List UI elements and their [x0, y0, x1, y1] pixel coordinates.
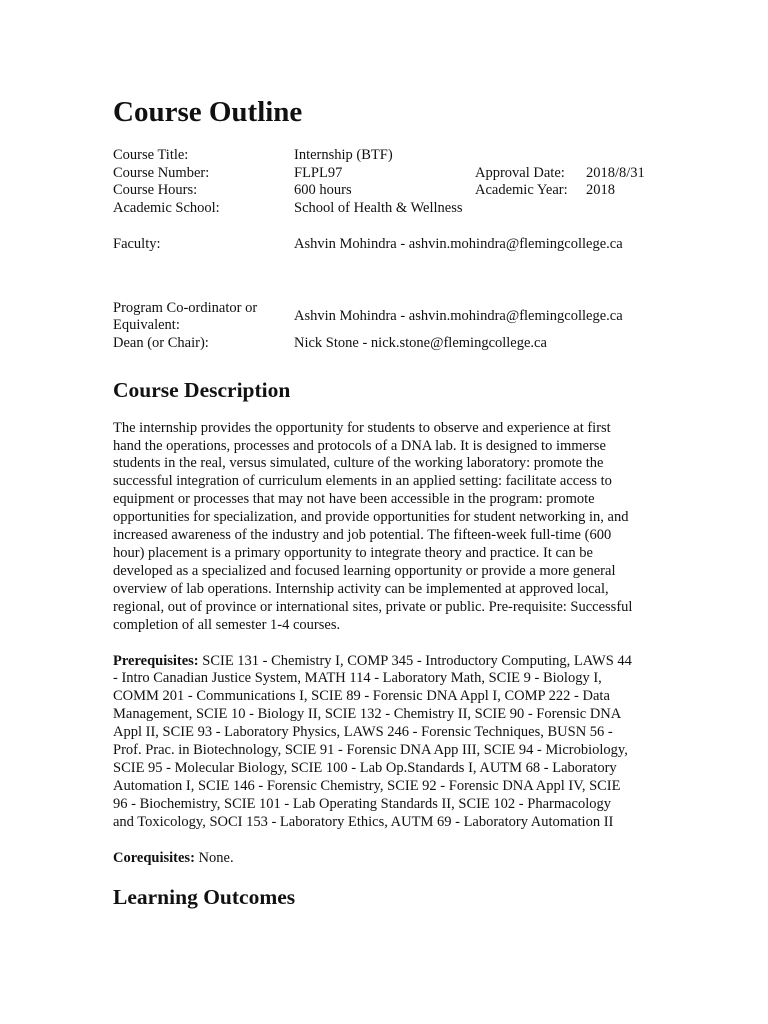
course-number-value: FLPL97 [294, 164, 343, 181]
prerequisites-line: Automation I, SCIE 146 - Forensic Chemistry, SCIE 92 - Forensic DNA Appl IV, SCIE [113, 777, 621, 794]
description-line: hand the operations, processes and protocols of a DNA lab. It is designed to immerse [113, 437, 606, 454]
prerequisites-paragraph [113, 653, 658, 832]
description-line: overview of lab operations. Internship activity can be implemented at approved local, [113, 580, 609, 597]
course-description-text [113, 420, 658, 635]
dean-value: Nick Stone - nick.stone@flemingcollege.ca [294, 334, 547, 351]
academic-year-label: Academic Year: [475, 182, 568, 199]
prerequisites-line: SCIE 131 - Chemistry I, COMP 345 - Introductory Computing, LAWS 44 [198, 652, 632, 669]
dean-label: Dean (or Chair): [113, 334, 209, 351]
prerequisites-line: - Intro Canadian Justice System, MATH 114 - Laboratory Math, SCIE 9 - Biology I, [113, 670, 602, 687]
prerequisites-line: Management, SCIE 10 - Biology II, SCIE 132 - Chemistry II, SCIE 90 - Forensic DNA [113, 706, 622, 723]
coordinator-label-line1: Program Co-ordinator or [113, 299, 258, 316]
course-meta-table [113, 147, 658, 353]
faculty-label: Faculty: [113, 235, 161, 252]
description-line: students in the real, versus simulated, culture of the working laboratory: promote the [113, 455, 604, 472]
course-description-heading: Course Description [113, 377, 291, 402]
document-content [113, 93, 658, 911]
corequisites-label: Corequisites: [113, 849, 195, 866]
corequisites-value: None. [194, 849, 234, 866]
coordinator-label-line2: Equivalent: [113, 317, 180, 334]
course-hours-value: 600 hours [294, 182, 352, 199]
page-title: Course Outline [113, 96, 303, 128]
description-line: opportunities for specialization, and provide opportunities for student networking in, and [113, 509, 629, 526]
prerequisites-line: and Toxicology, SOCI 153 - Laboratory Ethics, AUTM 69 - Laboratory Automation II [113, 813, 614, 830]
faculty-value: Ashvin Mohindra - ashvin.mohindra@flemingcollege.ca [294, 235, 623, 252]
meta-row-academic-school [113, 200, 658, 218]
description-line: successful integration of curriculum elements in an applied setting: facilitate access to [113, 473, 612, 490]
description-line: equipment or processes that may not have been accessible in the program: promote [113, 491, 595, 508]
meta-row-coordinator [113, 300, 658, 335]
course-hours-label: Course Hours: [113, 182, 198, 199]
prerequisites-line: Prof. Prac. in Biotechnology, SCIE 91 - Forensic DNA App III, SCIE 94 - Microbiology, [113, 742, 628, 759]
meta-row-course-title [113, 147, 658, 165]
academic-year-value: 2018 [586, 182, 615, 199]
coordinator-label [113, 300, 294, 335]
academic-school-label: Academic School: [113, 200, 220, 217]
prerequisites-line: COMM 201 - Communications I, SCIE 89 - Forensic DNA Appl I, COMP 222 - Data [113, 688, 610, 705]
description-line: completion of all semester 1-4 courses. [113, 616, 341, 633]
meta-row-faculty [113, 236, 658, 254]
corequisites-paragraph [113, 850, 658, 868]
course-number-label: Course Number: [113, 164, 210, 181]
academic-school-value: School of Health & Wellness [294, 200, 463, 217]
prerequisites-line: Appl II, SCIE 93 - Laboratory Physics, LAWS 246 - Forensic Techniques, BUSN 56 - [113, 724, 613, 741]
prerequisites-line: SCIE 95 - Molecular Biology, SCIE 100 - Lab Op.Standards I, AUTM 68 - Laboratory [113, 759, 617, 776]
learning-outcomes-heading: Learning Outcomes [113, 885, 296, 910]
approval-date-value: 2018/8/31 [586, 164, 645, 181]
description-line: increased awareness of the industry and job potential. The fifteen-week full-time (600 [113, 527, 612, 544]
coordinator-value: Ashvin Mohindra - ashvin.mohindra@flemingcollege.ca [294, 308, 623, 325]
approval-date-label: Approval Date: [475, 164, 565, 181]
description-line: regional, out of province or international sites, private or public. Pre-requisite: Successful [113, 598, 633, 615]
course-title-label: Course Title: [113, 147, 189, 163]
course-title-value: Internship (BTF) [294, 147, 393, 163]
description-line: developed as a specialized and focused learning opportunity or provide a more general [113, 562, 616, 579]
prerequisites-label: Prerequisites: [113, 652, 199, 669]
meta-row-course-number [113, 165, 658, 183]
meta-row-dean [113, 335, 658, 353]
meta-row-course-hours [113, 182, 658, 200]
description-line: The internship provides the opportunity for students to observe and experience at first [113, 419, 611, 436]
prerequisites-line: 96 - Biochemistry, SCIE 101 - Lab Operating Standards II, SCIE 102 - Pharmacology [113, 795, 612, 812]
description-line: hour) placement is a primary opportunity to integrate theory and practice. It can be [113, 544, 593, 561]
